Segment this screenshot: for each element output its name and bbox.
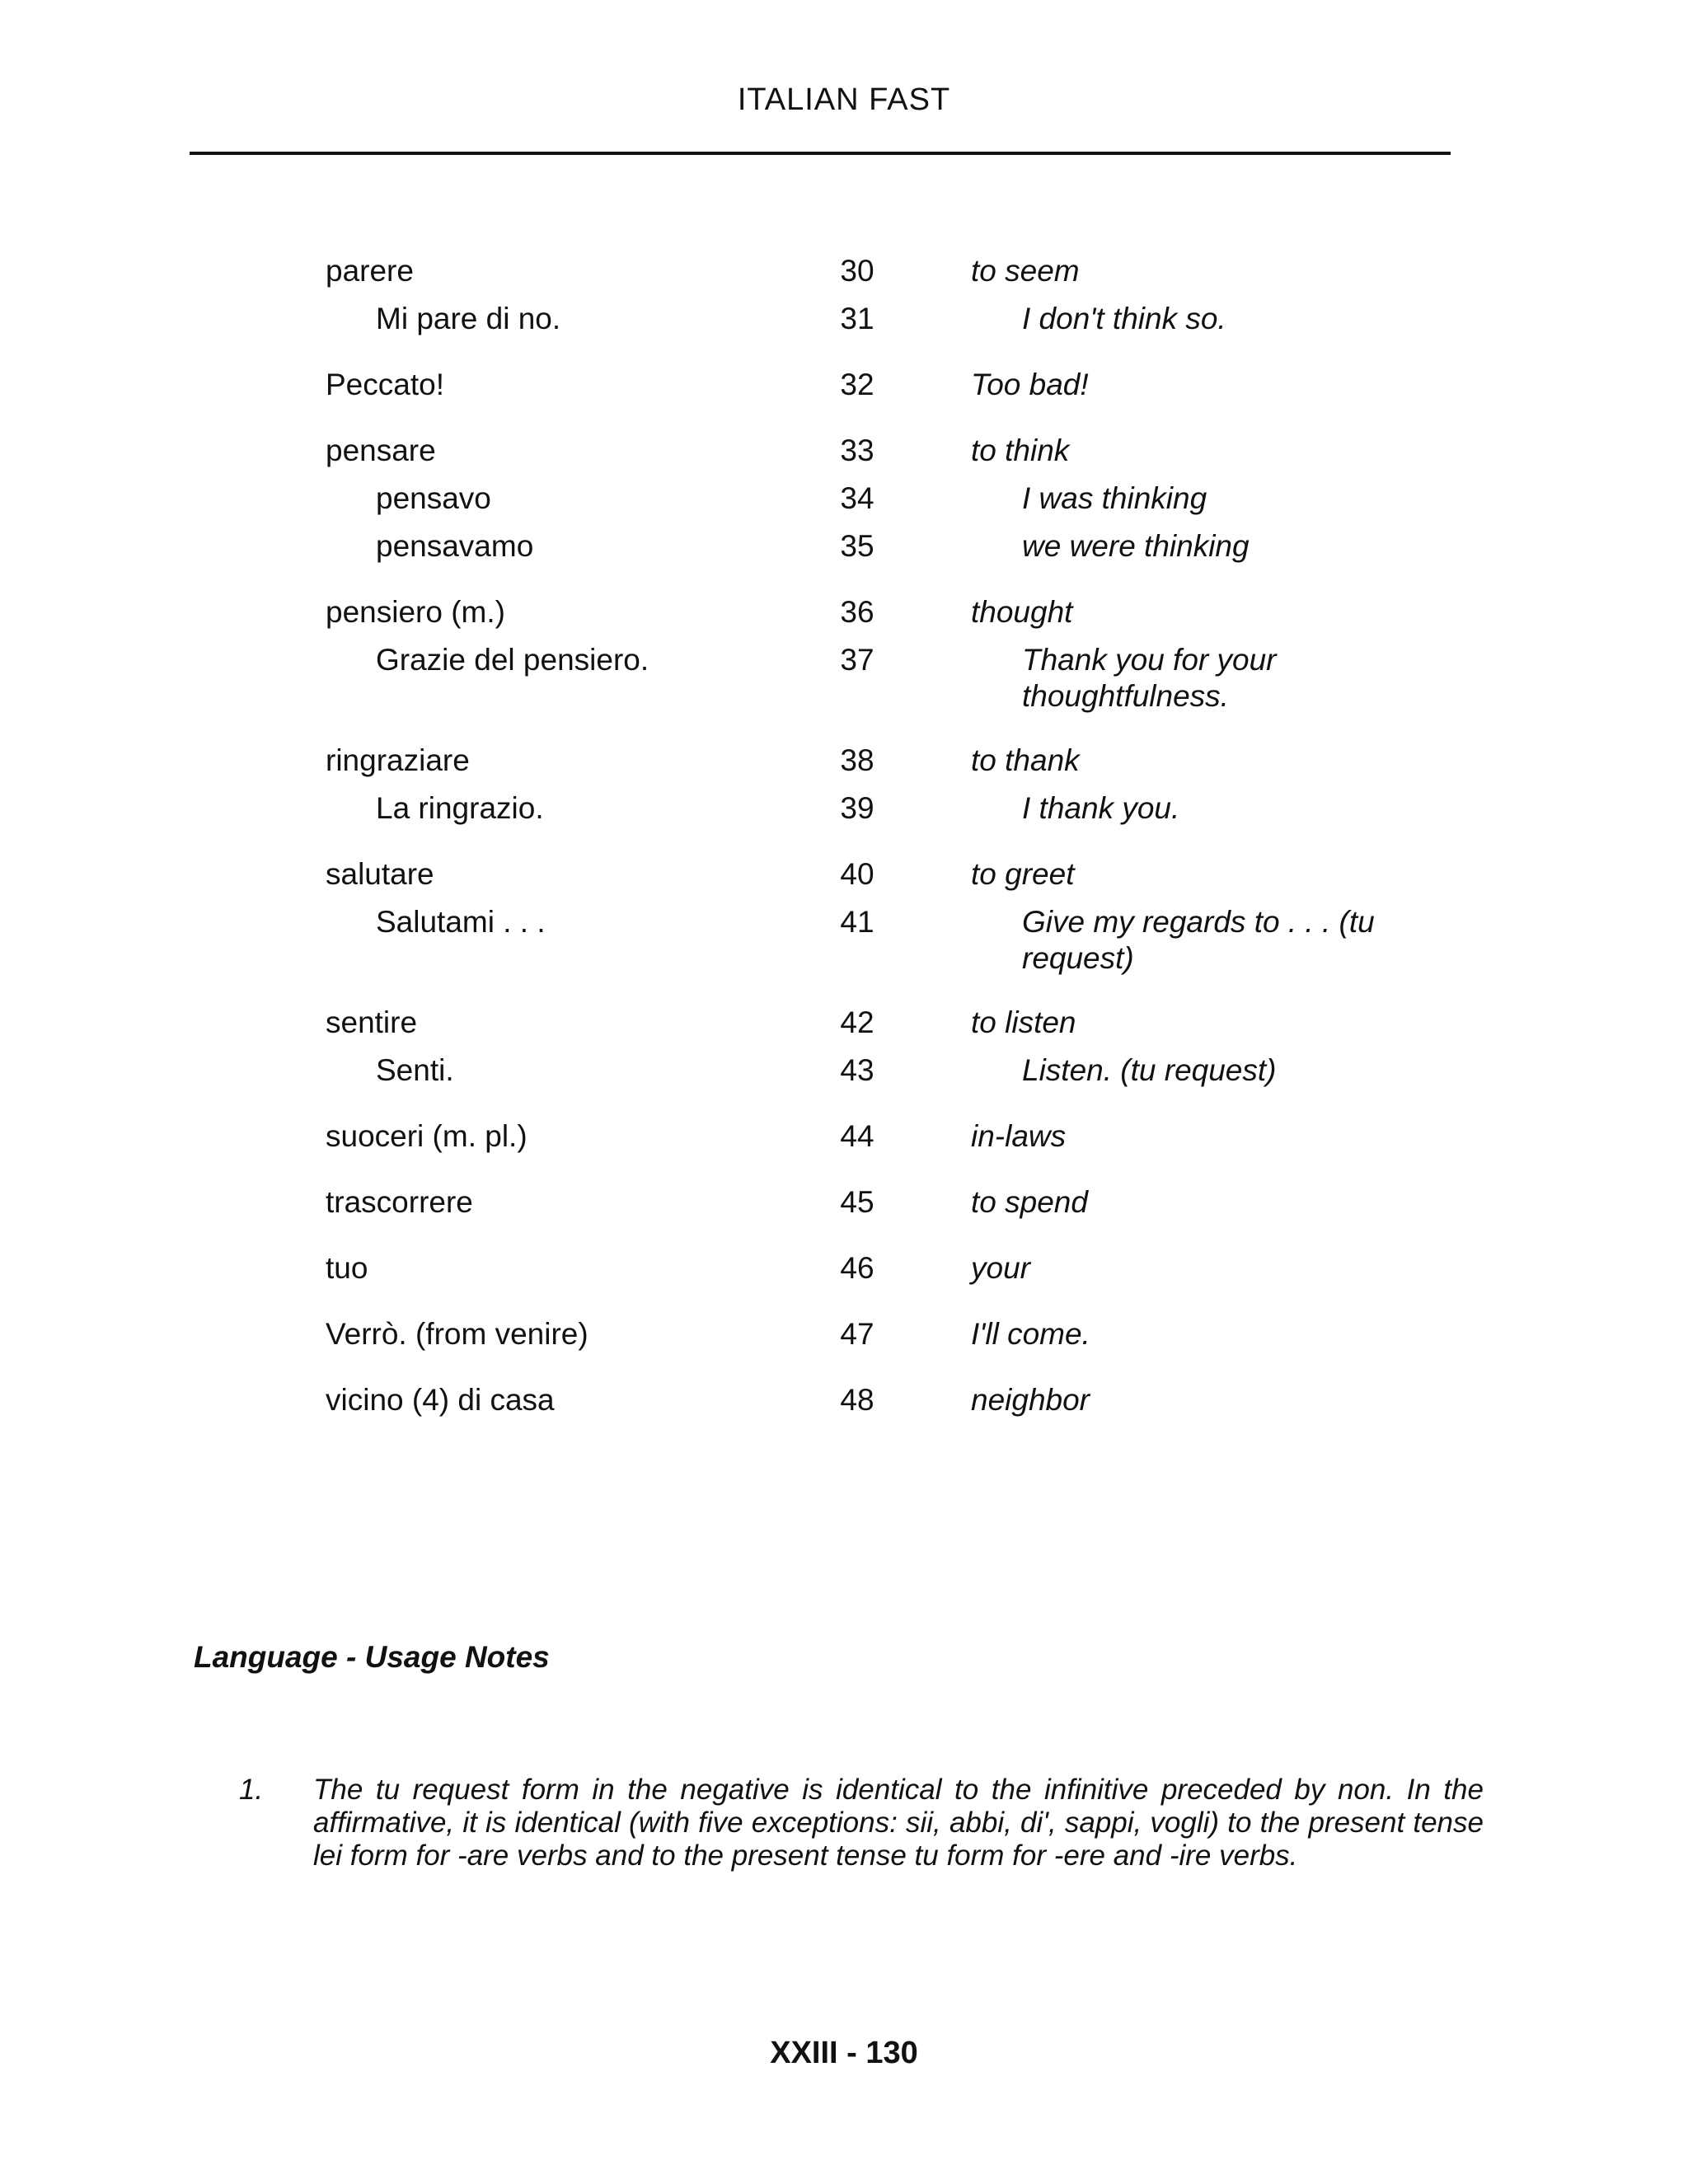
vocab-row <box>0 588 1688 636</box>
vocab-row <box>0 1244 1688 1292</box>
italian-term: sentire <box>326 1005 418 1039</box>
vocab-row <box>0 999 1688 1047</box>
line-number: 39 <box>840 791 874 825</box>
usage-note <box>239 1774 1484 1872</box>
line-number: 41 <box>840 905 874 939</box>
vocab-group <box>0 1376 1688 1424</box>
vocab-row <box>0 1047 1688 1094</box>
line-number: 40 <box>840 857 874 891</box>
vocab-row <box>0 523 1688 570</box>
vocab-row <box>0 851 1688 898</box>
vocab-row <box>0 898 1688 981</box>
english-translation: to seem <box>971 254 1080 288</box>
vocab-group <box>0 427 1688 570</box>
english-translation: to think <box>971 434 1070 467</box>
running-header: ITALIAN FAST <box>737 82 951 117</box>
vocab-group <box>0 737 1688 832</box>
english-translation: Too bad! <box>971 368 1089 401</box>
italian-term: suoceri (m. pl.) <box>326 1119 528 1153</box>
vocab-group <box>0 247 1688 343</box>
line-number: 42 <box>840 1005 874 1039</box>
line-number: 37 <box>840 643 874 677</box>
vocab-group <box>0 1310 1688 1358</box>
english-translation: to listen <box>971 1005 1076 1039</box>
italian-term: trascorrere <box>326 1185 473 1219</box>
english-translation: thought <box>971 595 1073 629</box>
line-number: 35 <box>840 529 874 563</box>
line-number: 32 <box>840 368 874 401</box>
italian-term: salutare <box>326 857 434 891</box>
page-number: XXIII - 130 <box>770 2036 918 2070</box>
notes-title: Language - Usage Notes <box>194 1640 550 1674</box>
english-translation: neighbor <box>971 1383 1090 1417</box>
english-translation: we were thinking <box>1022 529 1250 563</box>
line-number: 33 <box>840 434 874 467</box>
line-number: 47 <box>840 1317 874 1351</box>
line-number: 48 <box>840 1383 874 1417</box>
vocabulary-list <box>0 247 1688 1442</box>
line-number: 31 <box>840 302 874 335</box>
english-translation: your <box>971 1251 1030 1285</box>
vocab-group <box>0 588 1688 719</box>
line-number: 45 <box>840 1185 874 1219</box>
english-translation: to thank <box>971 743 1080 777</box>
vocab-group <box>0 1179 1688 1226</box>
italian-term: Verrò. (from venire) <box>326 1317 588 1351</box>
vocab-row <box>0 247 1688 295</box>
english-translation: to spend <box>971 1185 1088 1219</box>
english-translation: to greet <box>971 857 1075 891</box>
vocab-row <box>0 1376 1688 1424</box>
line-number: 38 <box>840 743 874 777</box>
note-text: The tu request form in the negative is identical to the infinitive preceded by non. In the affirmative, it is identical (with five exceptions: sii, abbi, di', sappi, vogli) to the present tense lei form for -are verbs and to the present tense tu form for -ere and -ire verbs. <box>313 1774 1484 1872</box>
vocab-row <box>0 361 1688 409</box>
vocab-row <box>0 427 1688 475</box>
vocab-group <box>0 1244 1688 1292</box>
italian-term: La ringrazio. <box>376 791 544 825</box>
vocab-row <box>0 1179 1688 1226</box>
vocab-group <box>0 1113 1688 1160</box>
line-number: 44 <box>840 1119 874 1153</box>
italian-term: ringraziare <box>326 743 470 777</box>
english-translation: Give my regards to . . . (tu request) <box>1022 905 1375 975</box>
line-number: 30 <box>840 254 874 288</box>
italian-term: tuo <box>326 1251 368 1285</box>
header-rule <box>190 152 1451 155</box>
italian-term: pensavamo <box>376 529 534 563</box>
vocab-row <box>0 636 1688 719</box>
line-number: 46 <box>840 1251 874 1285</box>
vocab-group <box>0 851 1688 981</box>
vocab-group <box>0 999 1688 1094</box>
vocab-row <box>0 785 1688 832</box>
line-number: 34 <box>840 481 874 515</box>
vocab-row <box>0 475 1688 523</box>
english-translation: I thank you. <box>1022 791 1180 825</box>
english-translation: I don't think so. <box>1022 302 1226 335</box>
vocab-group <box>0 361 1688 409</box>
english-translation: in-laws <box>971 1119 1067 1153</box>
note-number: 1. <box>239 1774 264 1806</box>
italian-term: pensavo <box>376 481 491 515</box>
italian-term: parere <box>326 254 414 288</box>
vocab-row <box>0 295 1688 343</box>
english-translation: I'll come. <box>971 1317 1090 1351</box>
english-translation: Listen. (tu request) <box>1022 1053 1277 1087</box>
italian-term: vicino (4) di casa <box>326 1383 555 1417</box>
italian-term: Senti. <box>376 1053 454 1087</box>
italian-term: Peccato! <box>326 368 444 401</box>
vocab-row <box>0 737 1688 785</box>
vocab-row <box>0 1310 1688 1358</box>
line-number: 36 <box>840 595 874 629</box>
italian-term: Grazie del pensiero. <box>376 643 649 677</box>
italian-term: Salutami . . . <box>376 905 546 939</box>
vocab-row <box>0 1113 1688 1160</box>
english-translation: Thank you for your thoughtfulness. <box>1022 643 1277 713</box>
italian-term: pensiero (m.) <box>326 595 505 629</box>
line-number: 43 <box>840 1053 874 1087</box>
italian-term: pensare <box>326 434 436 467</box>
italian-term: Mi pare di no. <box>376 302 561 335</box>
english-translation: I was thinking <box>1022 481 1207 515</box>
